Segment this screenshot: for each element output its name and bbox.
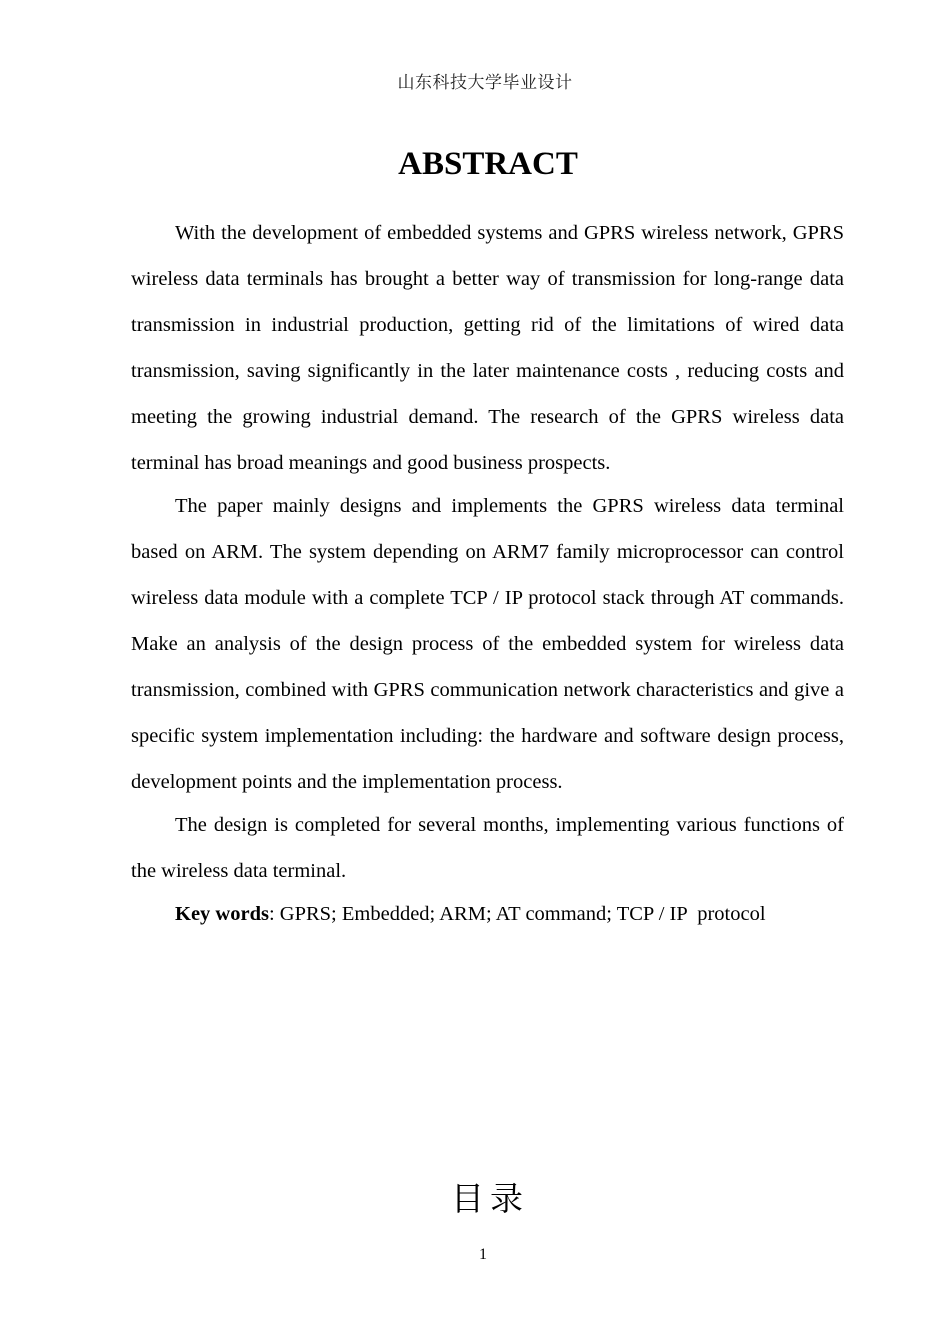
keywords-line xyxy=(131,891,844,937)
abstract-paragraph-2: The paper mainly designs and implements the GPRS wireless data terminal based on ARM. The system depending on ARM7 family microprocessor can control wireless data module with a complete TCP / IP protocol stack through AT commands. Make an analysis of the design process of the embedded system for wireless data transmission, combined with GPRS communication network characteristics and give a specific system implementation including: the hardware and software design process, development points and the implementation process. xyxy=(131,495,844,793)
abstract-paragraph-1: With the development of embedded systems and GPRS wireless network, GPRS wireless data terminals has brought a better way of transmission for long-range data transmission in industrial production, getting rid of the limitations of wired data transmission, saving significantly in the later maintenance costs , reducing costs and meeting the growing industrial demand. The research of the GPRS wireless data terminal has broad meanings and good business prospects. xyxy=(131,222,844,474)
page-number: 1 xyxy=(479,1246,487,1263)
abstract-title: ABSTRACT xyxy=(398,146,578,182)
keywords-value: GPRS; Embedded; ARM; AT command; TCP / IP protocol xyxy=(279,903,766,925)
keywords-label: Key words xyxy=(175,903,269,925)
running-header: 山东科技大学毕业设计 xyxy=(397,73,573,93)
keywords-separator: : xyxy=(268,903,280,925)
abstract-paragraph-3: The design is completed for several months, implementing various functions of the wireless data terminal. xyxy=(131,814,844,882)
abstract-body xyxy=(131,210,844,937)
toc-title: 目录 xyxy=(451,1179,529,1218)
